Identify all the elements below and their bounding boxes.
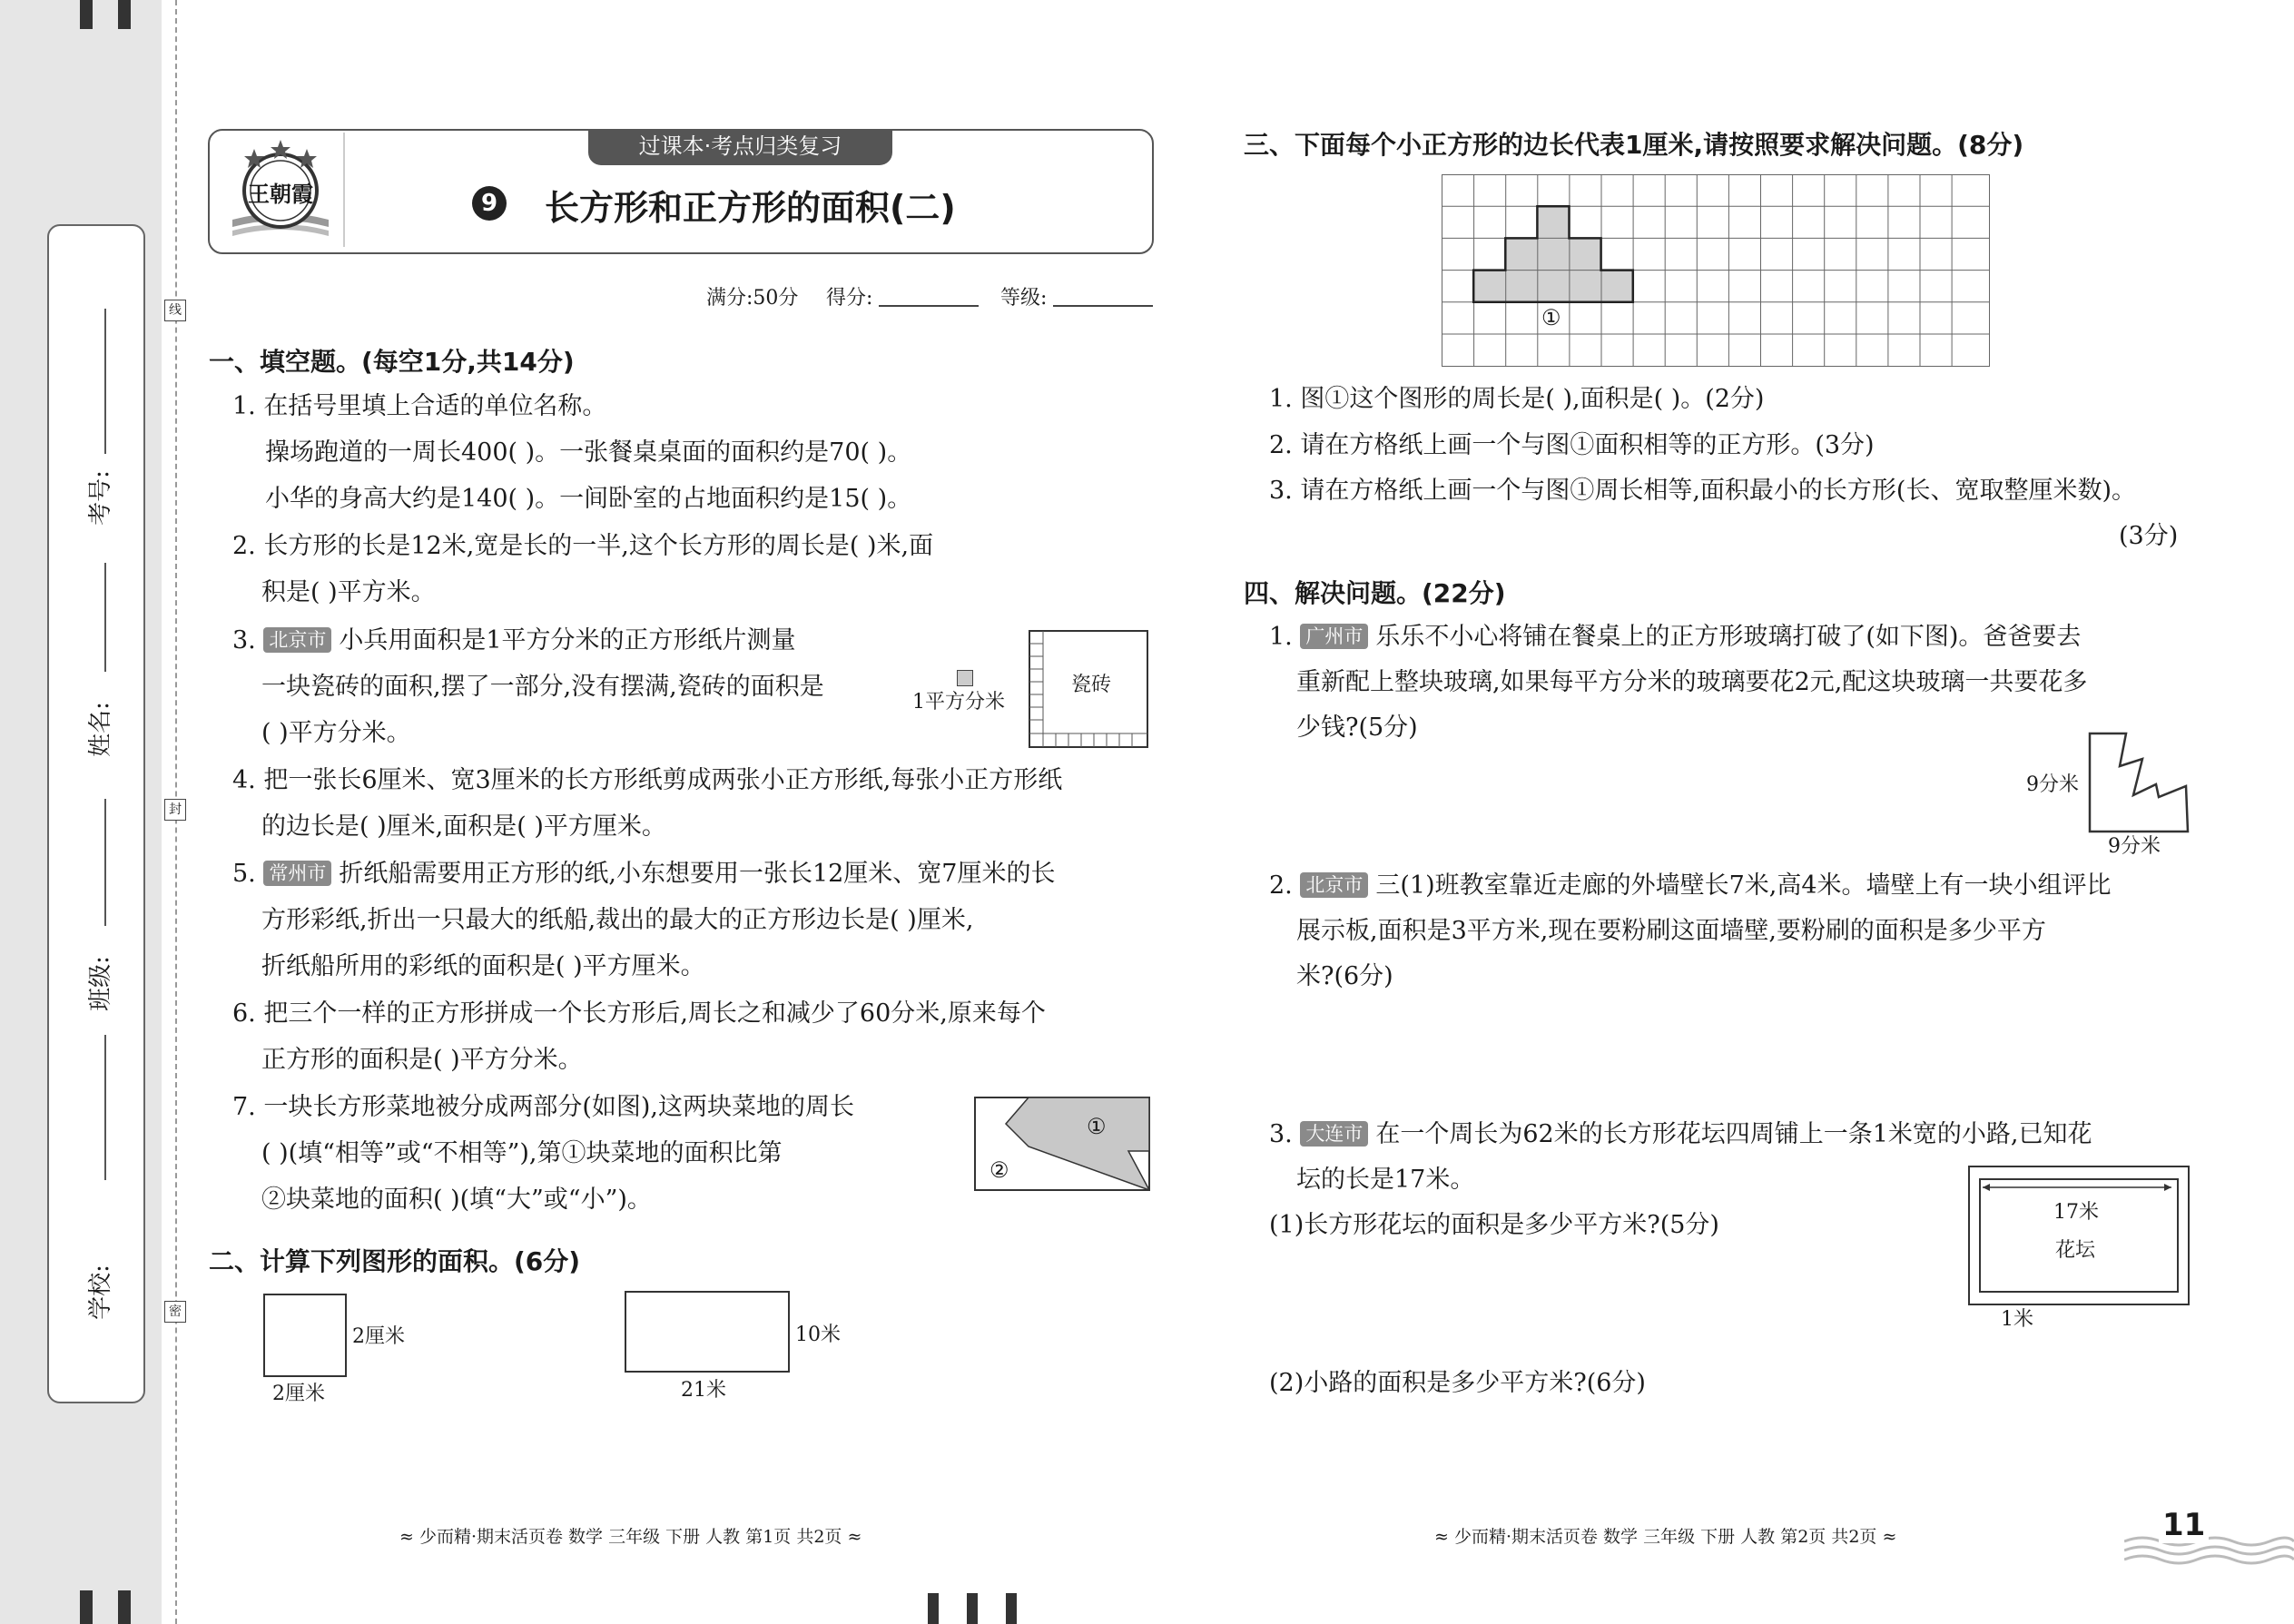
exam-no-label: 考号: — [86, 470, 114, 526]
school-line — [104, 1035, 106, 1180]
square-figure — [263, 1294, 347, 1377]
s4-q1-a: 1. 广州市 乐乐不小心将铺在餐桌上的正方形玻璃打破了(如下图)。爸爸要去 — [1269, 623, 2082, 651]
s1-q1-b: 小华的身高大约是140( )。一间卧室的占地面积约是15( )。 — [265, 485, 912, 513]
length-arrow — [1981, 1182, 2173, 1193]
logo-text: 王朝霞 — [248, 181, 313, 207]
garden-label-2: ② — [989, 1157, 1009, 1183]
section2-heading: 二、计算下列图形的面积。(6分) — [209, 1246, 581, 1276]
fold-mark-secret: 密 — [164, 1301, 186, 1323]
garden-label-1: ① — [1087, 1114, 1107, 1139]
wave-icon: ≈ — [1434, 1527, 1454, 1547]
s4-q2-a: 2. 北京市 三(1)班教室靠近走廊的外墙壁长7米,高4米。墙壁上有一块小组评比 — [1269, 871, 2112, 900]
section1-heading: 一、填空题。(每空1分,共14分) — [209, 347, 575, 377]
s1-q5-c: 折纸船所用的彩纸的面积是( )平方厘米。 — [261, 952, 705, 980]
square-grid[interactable] — [1442, 174, 1990, 367]
s4-q2-b: 展示板,面积是3平方米,现在要粉刷这面墙壁,要粉刷的面积是多少平方 — [1296, 917, 2046, 945]
lesson-number-badge: 9 — [472, 186, 507, 221]
section-banner — [588, 129, 892, 165]
region-tag: 北京市 — [263, 627, 331, 653]
s1-q5-b: 方形彩纸,折出一只最大的纸船,裁出的最大的正方形边长是( )厘米, — [261, 906, 974, 934]
student-info-box — [47, 224, 145, 1403]
fold-mark-line: 线 — [164, 300, 186, 321]
score-label: 得分: — [826, 287, 873, 310]
center-mark — [1006, 1593, 1017, 1624]
region-tag: 大连市 — [1300, 1121, 1368, 1147]
s3-q1: 1. 图①这个图形的周长是( ),面积是( )。(2分) — [1269, 385, 1765, 413]
header-divider — [343, 133, 345, 247]
s1-q3-c: ( )平方分米。 — [261, 719, 411, 747]
s4-q3-sub2: (2)小路的面积是多少平方米?(6分) — [1269, 1369, 1646, 1397]
name-line — [104, 563, 106, 672]
s4-q1-b: 重新配上整块玻璃,如果每平方分米的玻璃要花2元,配这块玻璃一共要花多 — [1296, 668, 2088, 696]
rectangle-bottom-label: 21米 — [681, 1379, 726, 1402]
corner-mark — [80, 0, 93, 29]
brand-logo — [227, 136, 334, 243]
s1-q5-a: 5. 常州市 折纸船需要用正方形的纸,小东想要用一张长12厘米、宽7厘米的长 — [232, 860, 1056, 888]
footer-right: ≈ 少而精·期末活页卷 数学 三年级 下册 人教 第2页 共2页 ≈ — [1434, 1527, 1897, 1547]
path-width-label: 1米 — [2001, 1308, 2033, 1331]
glass-side-label: 9分米 — [2026, 773, 2079, 796]
full-score: 满分:50分 — [706, 287, 799, 310]
exam-no-line — [104, 309, 106, 454]
square-side-label: 2厘米 — [352, 1325, 405, 1348]
s4-q2-c: 米?(6分) — [1296, 962, 1393, 990]
banner-text: 过课本·考点归类复习 — [638, 133, 842, 159]
region-tag: 广州市 — [1300, 624, 1368, 649]
unit-square-label: 1平方分米 — [912, 691, 1005, 714]
score-blank[interactable] — [879, 305, 979, 307]
s1-q4-a: 4. 把一张长6厘米、宽3厘米的长方形纸剪成两张小正方形纸,每张小正方形纸 — [232, 766, 1063, 794]
s1-q3-b: 一块瓷砖的面积,摆了一部分,没有摆满,瓷砖的面积是 — [261, 673, 824, 701]
s4-q3-a: 3. 大连市 在一个周长为62米的长方形花坛四周铺上一条1米宽的小路,已知花 — [1269, 1120, 2092, 1148]
center-mark — [967, 1593, 978, 1624]
wave-icon: ≈ — [842, 1527, 862, 1547]
s1-q2-b: 积是( )平方米。 — [261, 578, 436, 606]
s1-q1: 1. 在括号里填上合适的单位名称。 — [232, 392, 607, 420]
unit-square-icon — [957, 670, 973, 686]
rectangle-figure — [625, 1291, 790, 1373]
grid-figure-label: ① — [1541, 305, 1561, 330]
s4-q1-c: 少钱?(5分) — [1296, 714, 1418, 742]
s1-q1-a: 操场跑道的一周长400( )。一张餐桌桌面的面积约是70( )。 — [265, 438, 912, 467]
s3-q3-score: (3分) — [2119, 522, 2179, 550]
fold-mark-seal: 封 — [164, 799, 186, 821]
s1-q2-a: 2. 长方形的长是12米,宽是长的一半,这个长方形的周长是( )米,面 — [232, 532, 934, 560]
tile-label: 瓷砖 — [1071, 674, 1112, 696]
s1-q7-a: 7. 一块长方形菜地被分成两部分(如图),这两块菜地的周长 — [232, 1093, 854, 1121]
footer-left: ≈ 少而精·期末活页卷 数学 三年级 下册 人教 第1页 共2页 ≈ — [399, 1527, 862, 1547]
wave-icon: ≈ — [399, 1527, 419, 1547]
corner-mark — [118, 1590, 131, 1624]
rectangle-side-label: 10米 — [795, 1324, 841, 1346]
page-wave-decoration — [2124, 1532, 2294, 1569]
broken-glass-figure — [2088, 732, 2190, 833]
grade-label: 等级: — [1000, 287, 1048, 310]
center-mark — [928, 1593, 939, 1624]
wave-icon: ≈ — [1876, 1527, 1897, 1547]
bed-name-label: 花坛 — [2055, 1239, 2096, 1262]
class-line — [104, 799, 106, 926]
region-tag: 北京市 — [1300, 872, 1368, 898]
s1-q4-b: 的边长是( )厘米,面积是( )平方厘米。 — [261, 812, 666, 841]
glass-bottom-label: 9分米 — [2108, 835, 2161, 858]
page-title: 长方形和正方形的面积(二) — [545, 188, 956, 228]
s1-q6-b: 正方形的面积是( )平方分米。 — [261, 1046, 583, 1074]
square-bottom-label: 2厘米 — [272, 1383, 325, 1405]
s3-q3: 3. 请在方格纸上画一个与图①周长相等,面积最小的长方形(长、宽取整厘米数)。 — [1269, 477, 2136, 505]
s1-q3-a: 3. 北京市 小兵用面积是1平方分米的正方形纸片测量 — [232, 626, 796, 655]
s1-q7-c: ②块菜地的面积( )(填“大”或“小”)。 — [261, 1186, 652, 1214]
s4-q3-sub1: (1)长方形花坛的面积是多少平方米?(5分) — [1269, 1211, 1719, 1239]
region-tag: 常州市 — [263, 861, 331, 886]
school-label: 学校: — [86, 1265, 114, 1320]
name-label: 姓名: — [86, 702, 114, 757]
grade-blank[interactable] — [1053, 305, 1153, 307]
corner-mark — [80, 1590, 93, 1624]
s1-q7-b: ( )(填“相等”或“不相等”),第①块菜地的面积比第 — [261, 1139, 783, 1167]
s4-q3-b: 坛的长是17米。 — [1296, 1166, 1475, 1194]
page-number: 11 — [2159, 1507, 2209, 1543]
section4-heading: 四、解决问题。(22分) — [1244, 578, 1506, 608]
bed-length-label: 17米 — [2053, 1201, 2099, 1224]
s1-q6-a: 6. 把三个一样的正方形拼成一个长方形后,周长之和减少了60分米,原来每个 — [232, 999, 1046, 1028]
section3-heading: 三、下面每个小正方形的边长代表1厘米,请按照要求解决问题。(8分) — [1244, 130, 2024, 160]
corner-mark — [118, 0, 131, 29]
s3-q2: 2. 请在方格纸上画一个与图①面积相等的正方形。(3分) — [1269, 431, 1875, 459]
class-label: 班级: — [86, 956, 114, 1011]
